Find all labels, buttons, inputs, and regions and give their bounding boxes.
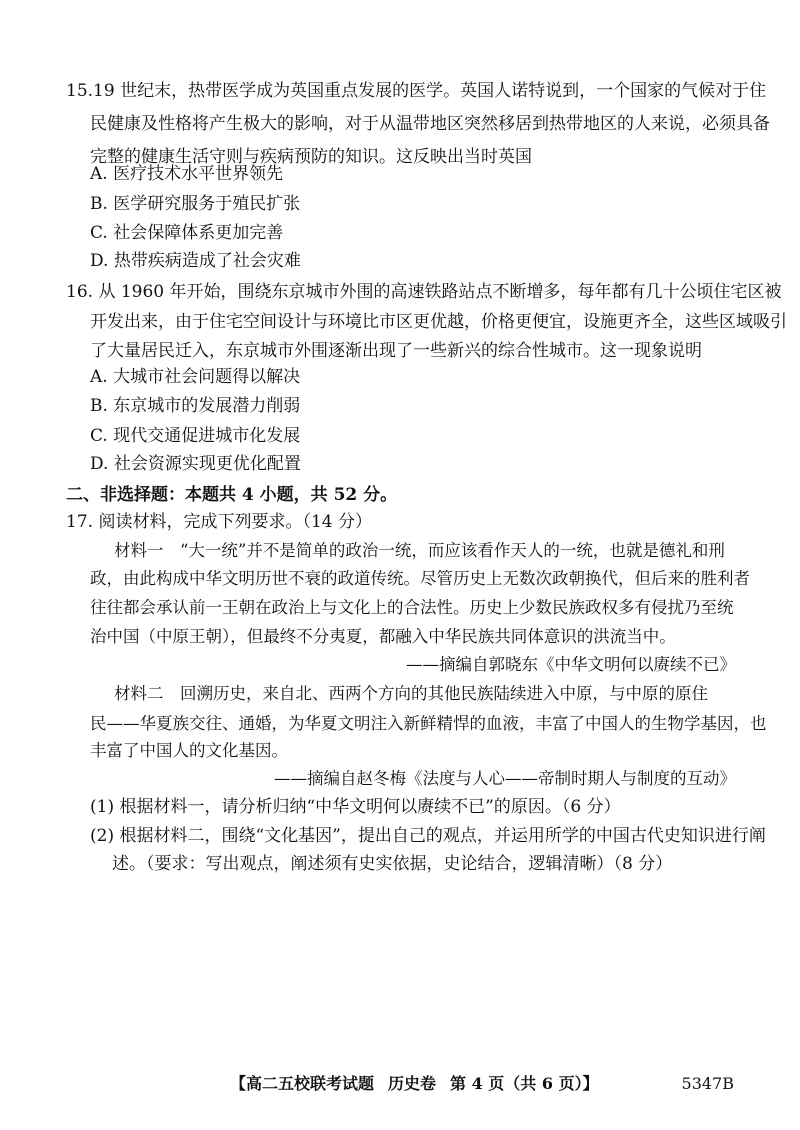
footer-subject: 历史卷 — [388, 1074, 437, 1093]
footer-page-number: 第 4 页（共 6 页）】 — [450, 1074, 599, 1093]
q17-material-1-line-4: 治中国（中原王朝），但最终不分夷夏，都融入中华民族共同体意识的洪流当中。 — [90, 627, 676, 646]
q17-material-1-source: ——摘编自郭晓东《中华文明何以赓续不已》 — [406, 655, 736, 674]
q17-material-2-source: ——摘编自赵冬梅《法度与人心——帝制时期人与制度的互动》 — [274, 769, 736, 788]
footer-exam-title: 【高二五校联考试题 — [230, 1074, 375, 1093]
q17-subquestion-1: (1) 根据材料一，请分析归纳“中华文明何以赓续不已”的原因。（6 分） — [90, 797, 621, 817]
q17-material-1-line-3: 往往都会承认前一王朝在政治上与文化上的合法性。历史上少数民族政权多有侵扰乃至统 — [90, 598, 734, 617]
section-2-title: 二、非选择题：本题共 4 小题，共 52 分。 — [66, 485, 398, 505]
q17-material-2-line-2: 民——华夏族交往、通婚，为华夏文明注入新鲜精悍的血液，丰富了中国人的生物学基因，也 — [90, 714, 767, 733]
q16-option-a: A. 大城市社会问题得以解决 — [90, 367, 301, 387]
q17-material-2-line-1: 材料二 回溯历史，来自北、西两个方向的其他民族陆续进入中原，与中原的原住 — [114, 684, 708, 703]
q15-stem-line-1: 15.19 世纪末，热带医学成为英国重点发展的医学。英国人诺特说到，一个国家的气候对于住 — [66, 81, 767, 101]
q15-option-c: C. 社会保障体系更加完善 — [90, 223, 284, 243]
q16-option-b: B. 东京城市的发展潜力削弱 — [90, 396, 301, 416]
q17-subquestion-2-line-2: 述。（要求：写出观点，阐述须有史实依据，史论结合，逻辑清晰）（8 分） — [112, 854, 673, 874]
q17-subquestion-2-line-1: (2) 根据材料二，围绕“文化基因”，提出自己的观点，并运用所学的中国古代史知识进行阐 — [90, 826, 766, 846]
q16-stem-line-1: 16. 从 1960 年开始，围绕东京城市外围的高速铁路站点不断增多，每年都有几十公顷住宅区被 — [66, 282, 782, 302]
q15-option-b: B. 医学研究服务于殖民扩张 — [90, 194, 301, 214]
q15-option-a: A. 医疗技术水平世界领先 — [90, 164, 284, 184]
q15-option-d: D. 热带疾病造成了社会灾难 — [90, 251, 301, 271]
q16-option-d: D. 社会资源实现更优化配置 — [90, 454, 301, 474]
q16-stem-line-3: 了大量居民迁入，东京城市外围逐渐出现了一些新兴的综合性城市。这一现象说明 — [90, 341, 702, 361]
footer-exam-info — [230, 1073, 599, 1095]
q17-material-1-line-1: 材料一 “大一统”并不是简单的政治一统，而应该看作天人的一统，也就是德礼和刑 — [114, 541, 725, 560]
q16-option-c: C. 现代交通促进城市化发展 — [90, 426, 301, 446]
q16-stem-line-2: 开发出来，由于住宅空间设计与环境比市区更优越，价格更便宜，设施更齐全，这些区域吸引 — [90, 312, 787, 332]
q17-stem: 17. 阅读材料，完成下列要求。（14 分） — [66, 512, 372, 532]
q17-material-1-line-2: 政，由此构成中华文明历世不衰的政道传统。尽管历史上无数次政朝换代，但后来的胜利者 — [90, 569, 750, 588]
footer-paper-code: 5347B — [681, 1074, 734, 1093]
q17-material-2-line-3: 丰富了中国人的文化基因。 — [90, 741, 288, 760]
q15-stem-line-3: 完整的健康生活守则与疾病预防的知识。这反映出当时英国 — [90, 147, 532, 167]
q15-stem-line-2: 民健康及性格将产生极大的影响，对于从温带地区突然移居到热带地区的人来说，必须具备 — [90, 114, 770, 134]
